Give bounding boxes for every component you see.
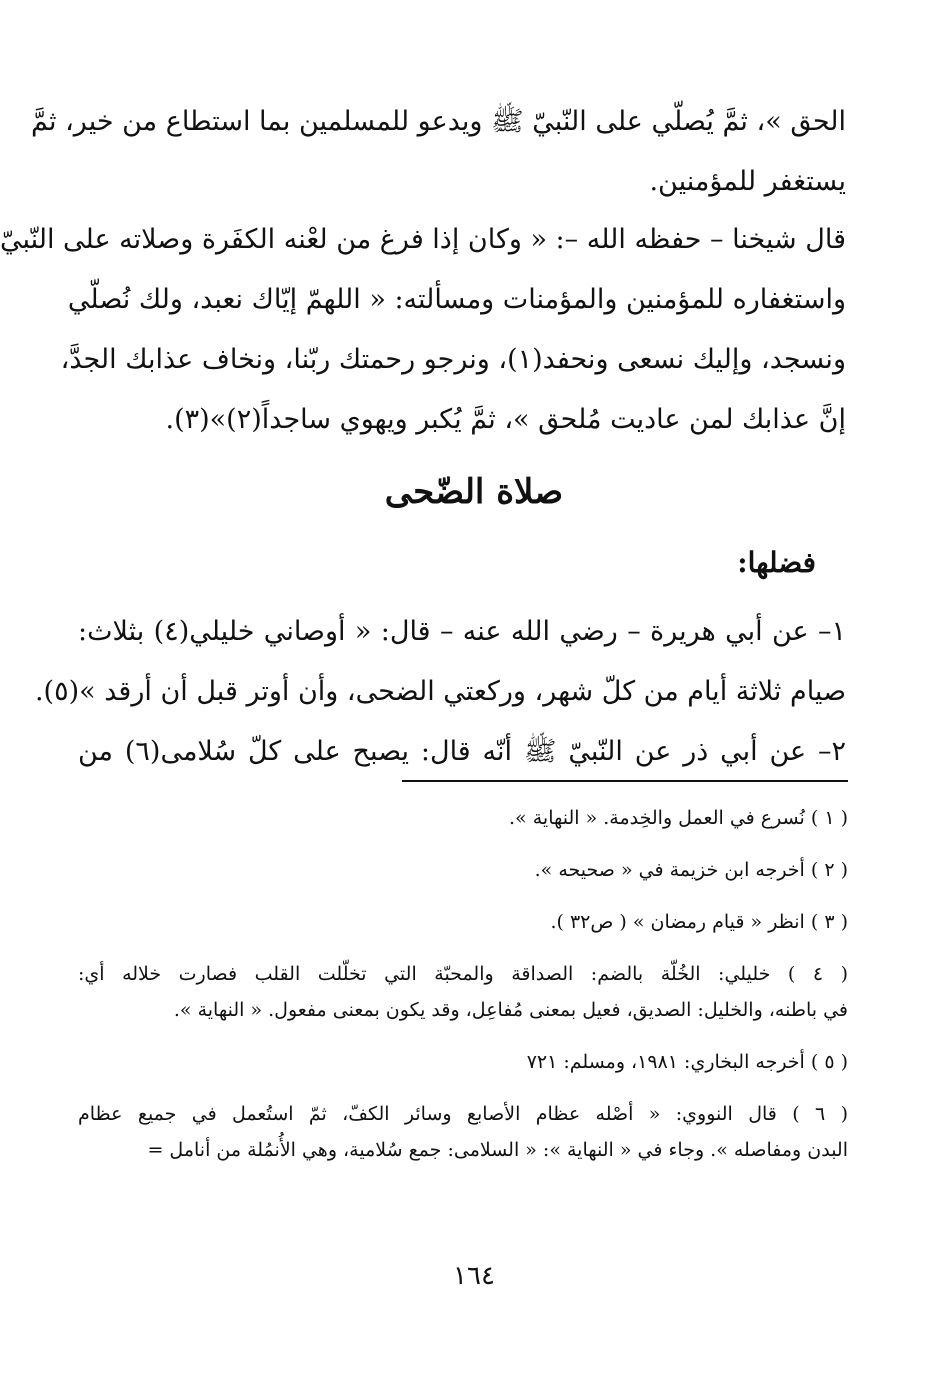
text-line: واستغفاره للمؤمنين والمؤمنات ومسألته: « اللهمّ إيّاك نعبد، ولك نُصلّي [67, 284, 846, 315]
footnote-6-line-2: البدن ومفاصله ». وجاء في « النهاية »: « السلامى: جمع سُلامية، وهي الأُنمُلة من أنامل = [147, 1139, 848, 1161]
footnote-5: ( ٥ ) أخرجه البخاري: ١٩٨١، ومسلم: ٧٢١ [526, 1051, 848, 1073]
footnote-4-line-2: في باطنه، والخليل: الصديق، فعيل بمعنى مُفاعِل، وقد يكون بمعنى مفعول. « النهاية ». [173, 999, 848, 1021]
footnote-divider [402, 780, 848, 782]
text-line: ونسجد، وإليك نسعى ونحفد(١)، ونرجو رحمتك ربّنا، ونخاف عذابك الجدَّ، [60, 344, 846, 375]
footnote-6-line-1: ( ٦ ) قال النووي: « أصْله عظام الأصابع وسائر الكفّ، ثمّ استُعمل في جميع عظام [78, 1103, 849, 1125]
section-title: صلاة الضّحى [384, 472, 564, 512]
paragraph-1 [31, 92, 846, 212]
footnote-1: ( ١ ) نُسرع في العمل والخِدمة. « النهاية ». [509, 807, 848, 829]
hadith-line: ٢– عن أبي ذر عن النّبيّ ﷺ أنّه قال: يصبح على كلّ سُلامى(٦) من [78, 736, 846, 767]
footnotes [78, 800, 848, 1168]
page-number: ١٦٤ [453, 1261, 495, 1291]
text-line: قال شيخنا – حفظه الله –: « وكان إذا فرغ من لعْنه الكفَرة وصلاته على النّبيّ [0, 224, 846, 255]
text-line: يستغفر للمؤمنين. [649, 166, 846, 197]
paragraph-2 [0, 210, 846, 450]
text-line: الحق »، ثمَّ يُصلّي على النّبيّ ﷺ ويدعو للمسلمين بما استطاع من خير، ثمَّ [31, 106, 846, 137]
footnote-2: ( ٢ ) أخرجه ابن خزيمة في « صحيحه ». [534, 859, 848, 881]
footnote-3: ( ٣ ) انظر « قيام رمضان » ( ص٣٢ ). [550, 911, 848, 933]
hadith-line: صيام ثلاثة أيام من كلّ شهر، وركعتي الضحى، وأن أوتر قبل أن أرقد »(٥). [34, 676, 846, 707]
section-subheading: فضلها: [737, 546, 816, 579]
hadith-items [34, 602, 847, 782]
footnote-4-line-1: ( ٤ ) خليلي: الخُلّة بالضم: الصداقة والمحبّة التي تخلّلت القلب فصارت خلاله أي: [78, 963, 849, 985]
hadith-line: ١– عن أبي هريرة – رضي الله عنه – قال: « أوصاني خليلي(٤) بثلاث: [78, 616, 847, 647]
text-line: إنَّ عذابك لمن عاديت مُلحق »، ثمَّ يُكبر ويهوي ساجداً(٢)»(٣). [165, 404, 846, 435]
